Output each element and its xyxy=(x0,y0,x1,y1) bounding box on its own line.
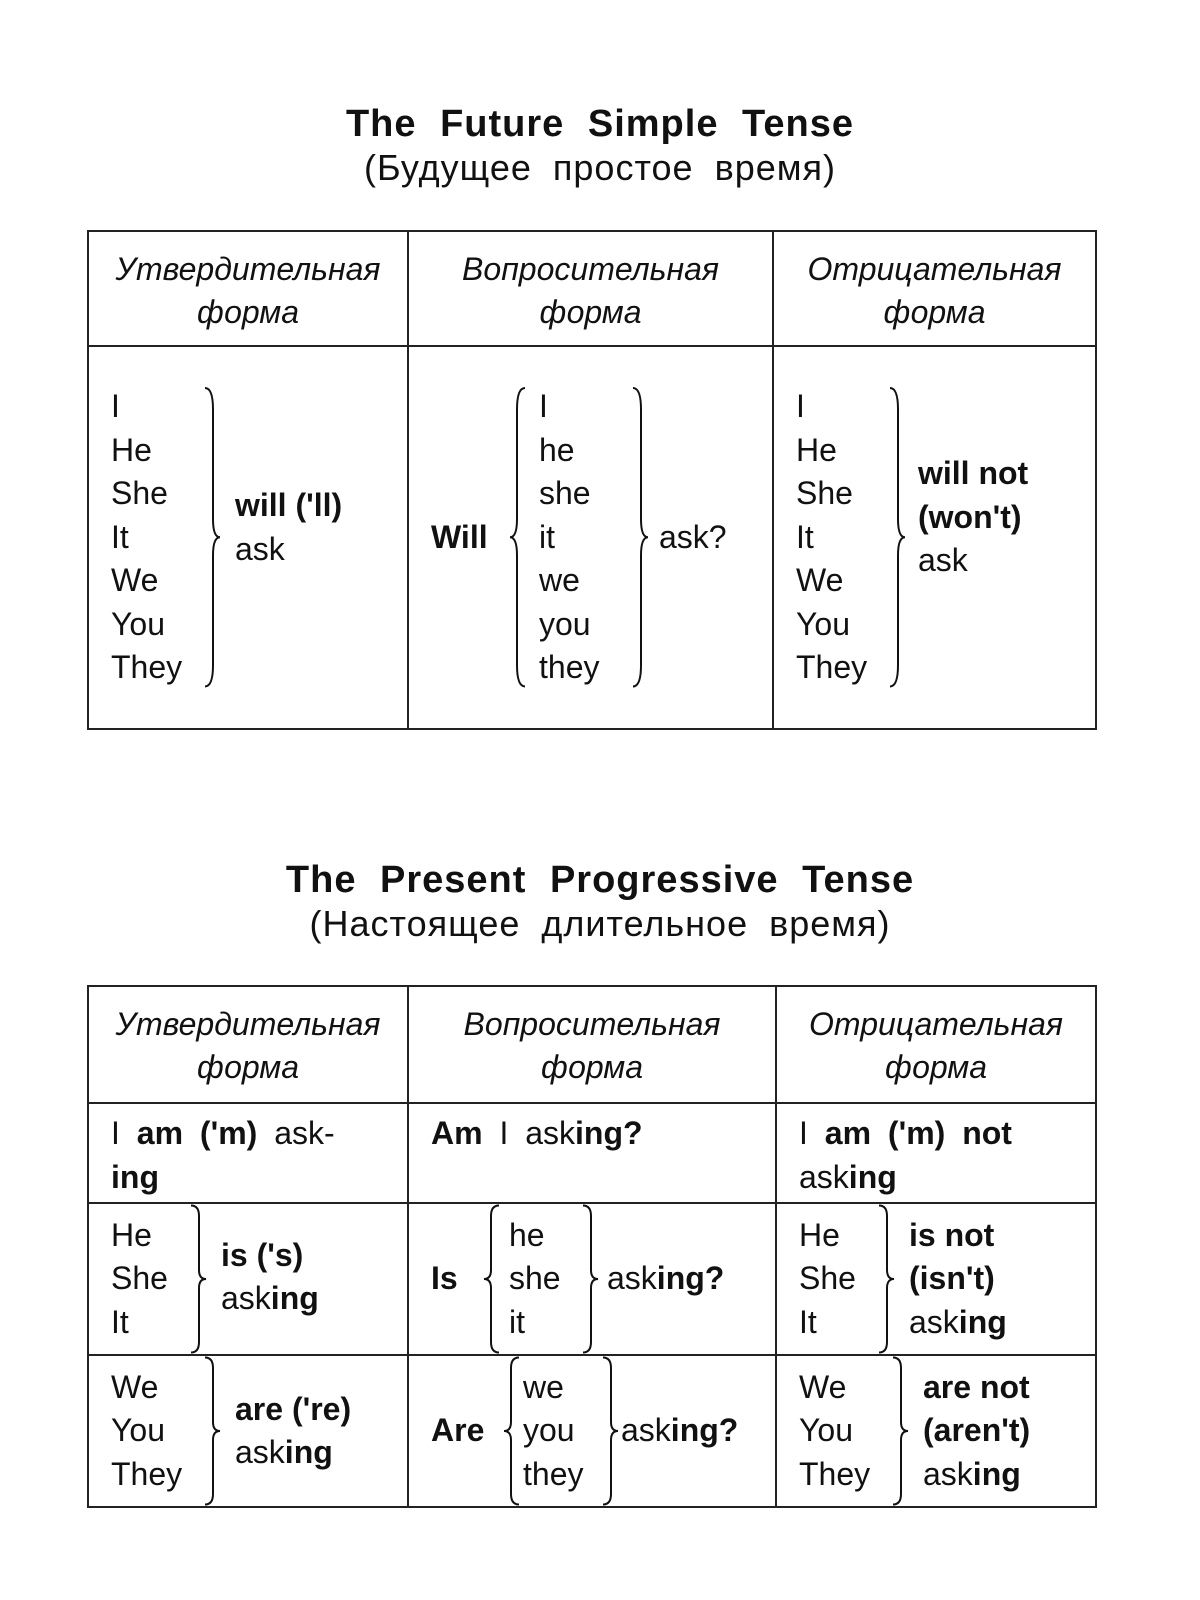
question-cell xyxy=(408,1355,776,1507)
affirmative-cell xyxy=(88,346,408,729)
verb-ending: ing xyxy=(284,1434,333,1470)
pronoun: I xyxy=(539,388,548,425)
pronoun: she xyxy=(509,1260,561,1297)
section-title: The Future Simple Tense xyxy=(345,103,855,145)
main-verb: ask xyxy=(525,1115,576,1151)
left-brace-icon xyxy=(501,1356,523,1506)
pronoun: We xyxy=(111,562,159,599)
section-subtitle: (Настоящее длительное время) xyxy=(309,903,891,944)
right-brace-icon xyxy=(629,385,651,690)
verb-ending: ing xyxy=(972,1455,1021,1492)
verb-ending: ing? xyxy=(575,1115,643,1151)
pronoun: I xyxy=(499,1115,509,1151)
pronoun: It xyxy=(111,1303,129,1340)
auxiliary: is not xyxy=(909,1216,995,1253)
right-brace-icon xyxy=(889,1356,911,1506)
pronoun: it xyxy=(539,518,555,555)
auxiliary: Will xyxy=(431,518,488,555)
auxiliary: are not xyxy=(923,1368,1030,1405)
affirmative-cell xyxy=(88,1203,408,1355)
pronoun: We xyxy=(799,1368,847,1405)
pronoun: we xyxy=(523,1368,564,1405)
pronoun: they xyxy=(523,1455,584,1492)
future-simple-heading xyxy=(0,102,1200,190)
pronoun: She xyxy=(799,1260,856,1297)
main-verb: ask- xyxy=(274,1115,335,1151)
main-verb: ask? xyxy=(659,518,727,555)
auxiliary: is ('s) xyxy=(221,1236,304,1273)
pronoun: he xyxy=(539,431,575,468)
header-affirmative: Утвердительная форма xyxy=(88,231,408,346)
right-brace-icon xyxy=(201,385,223,690)
pronoun: You xyxy=(111,605,165,642)
future-simple-table xyxy=(87,230,1097,730)
present-progressive-heading xyxy=(0,858,1200,946)
pronoun: I xyxy=(111,388,120,425)
negative-cell xyxy=(776,1355,1096,1507)
section-title: The Present Progressive Tense xyxy=(285,859,915,901)
pronoun: She xyxy=(111,475,168,512)
section-subtitle: (Будущее простое время) xyxy=(364,147,836,188)
verb-ending: ing? xyxy=(656,1260,725,1297)
main-verb: ask xyxy=(235,530,285,567)
pronoun: You xyxy=(111,1412,165,1449)
right-brace-icon xyxy=(875,1204,897,1354)
pronoun: He xyxy=(796,431,837,468)
verb-ending: ing xyxy=(111,1158,159,1195)
main-verb: ask xyxy=(799,1158,849,1195)
verb-ending: ing xyxy=(958,1303,1007,1340)
main-verb: ask xyxy=(621,1412,671,1449)
negative-cell xyxy=(776,1103,1096,1203)
pronoun: It xyxy=(111,518,129,555)
header-negative: Отрицательная форма xyxy=(776,986,1096,1103)
auxiliary: Am xyxy=(431,1115,483,1151)
pronoun: You xyxy=(799,1412,853,1449)
pronoun: he xyxy=(509,1216,545,1253)
header-negative: Отрицательная форма xyxy=(773,231,1096,346)
right-brace-icon xyxy=(886,385,908,690)
pronoun: They xyxy=(796,649,868,686)
verb-ending: ing? xyxy=(670,1412,739,1449)
right-brace-icon xyxy=(579,1204,601,1354)
pronoun: we xyxy=(539,562,580,599)
question-cell xyxy=(408,346,773,729)
verb-ending: ing xyxy=(270,1280,319,1316)
pronoun: He xyxy=(111,431,152,468)
pronoun-list xyxy=(111,385,201,690)
affirmative-cell xyxy=(88,1355,408,1507)
auxiliary: will not xyxy=(918,455,1029,492)
pronoun: it xyxy=(509,1303,525,1340)
negative-cell xyxy=(776,1203,1096,1355)
pronoun: They xyxy=(111,1455,183,1492)
pronoun: you xyxy=(539,605,591,642)
pronoun: We xyxy=(796,562,844,599)
header-question: Вопросительная форма xyxy=(408,986,776,1103)
pronoun: You xyxy=(796,605,850,642)
auxiliary: am ('m) xyxy=(136,1115,258,1151)
contraction: (won't) xyxy=(918,498,1022,535)
pronoun: It xyxy=(799,1303,817,1340)
header-question: Вопросительная форма xyxy=(408,231,773,346)
right-brace-icon xyxy=(599,1356,621,1506)
auxiliary: are ('re) xyxy=(235,1390,352,1427)
affirmative-cell xyxy=(88,1103,408,1203)
pronoun: They xyxy=(799,1455,871,1492)
pronoun: She xyxy=(111,1260,168,1297)
auxiliary: am ('m) not xyxy=(824,1115,1012,1151)
verb-ending: ing xyxy=(848,1158,897,1195)
pronoun: He xyxy=(111,1216,152,1253)
pronoun: He xyxy=(799,1216,840,1253)
main-verb: ask xyxy=(235,1434,285,1470)
auxiliary: will ('ll) xyxy=(235,487,343,523)
main-verb: ask xyxy=(923,1455,973,1492)
main-verb: ask xyxy=(607,1260,657,1297)
right-brace-icon xyxy=(187,1204,209,1354)
pronoun: I xyxy=(799,1115,808,1151)
pronoun: It xyxy=(796,518,814,555)
main-verb: ask xyxy=(918,542,968,579)
main-verb: ask xyxy=(221,1280,271,1316)
main-verb: ask xyxy=(909,1303,959,1340)
left-brace-icon xyxy=(481,1204,503,1354)
header-affirmative: Утвердительная форма xyxy=(88,986,408,1103)
auxiliary: Are xyxy=(431,1412,485,1449)
pronoun: I xyxy=(796,388,805,425)
question-cell xyxy=(408,1203,776,1355)
left-brace-icon xyxy=(507,385,529,690)
contraction: (isn't) xyxy=(909,1260,995,1297)
pronoun: We xyxy=(111,1368,159,1405)
pronoun: she xyxy=(539,475,591,512)
pronoun: They xyxy=(111,649,183,686)
pronoun: She xyxy=(796,475,853,512)
auxiliary: Is xyxy=(431,1260,458,1297)
present-progressive-table xyxy=(87,985,1097,1508)
right-brace-icon xyxy=(201,1356,223,1506)
pronoun: you xyxy=(523,1412,575,1449)
contraction: (aren't) xyxy=(923,1412,1031,1449)
pronoun: I xyxy=(111,1115,120,1151)
question-cell xyxy=(408,1103,776,1203)
pronoun: they xyxy=(539,649,600,686)
negative-cell xyxy=(773,346,1096,729)
